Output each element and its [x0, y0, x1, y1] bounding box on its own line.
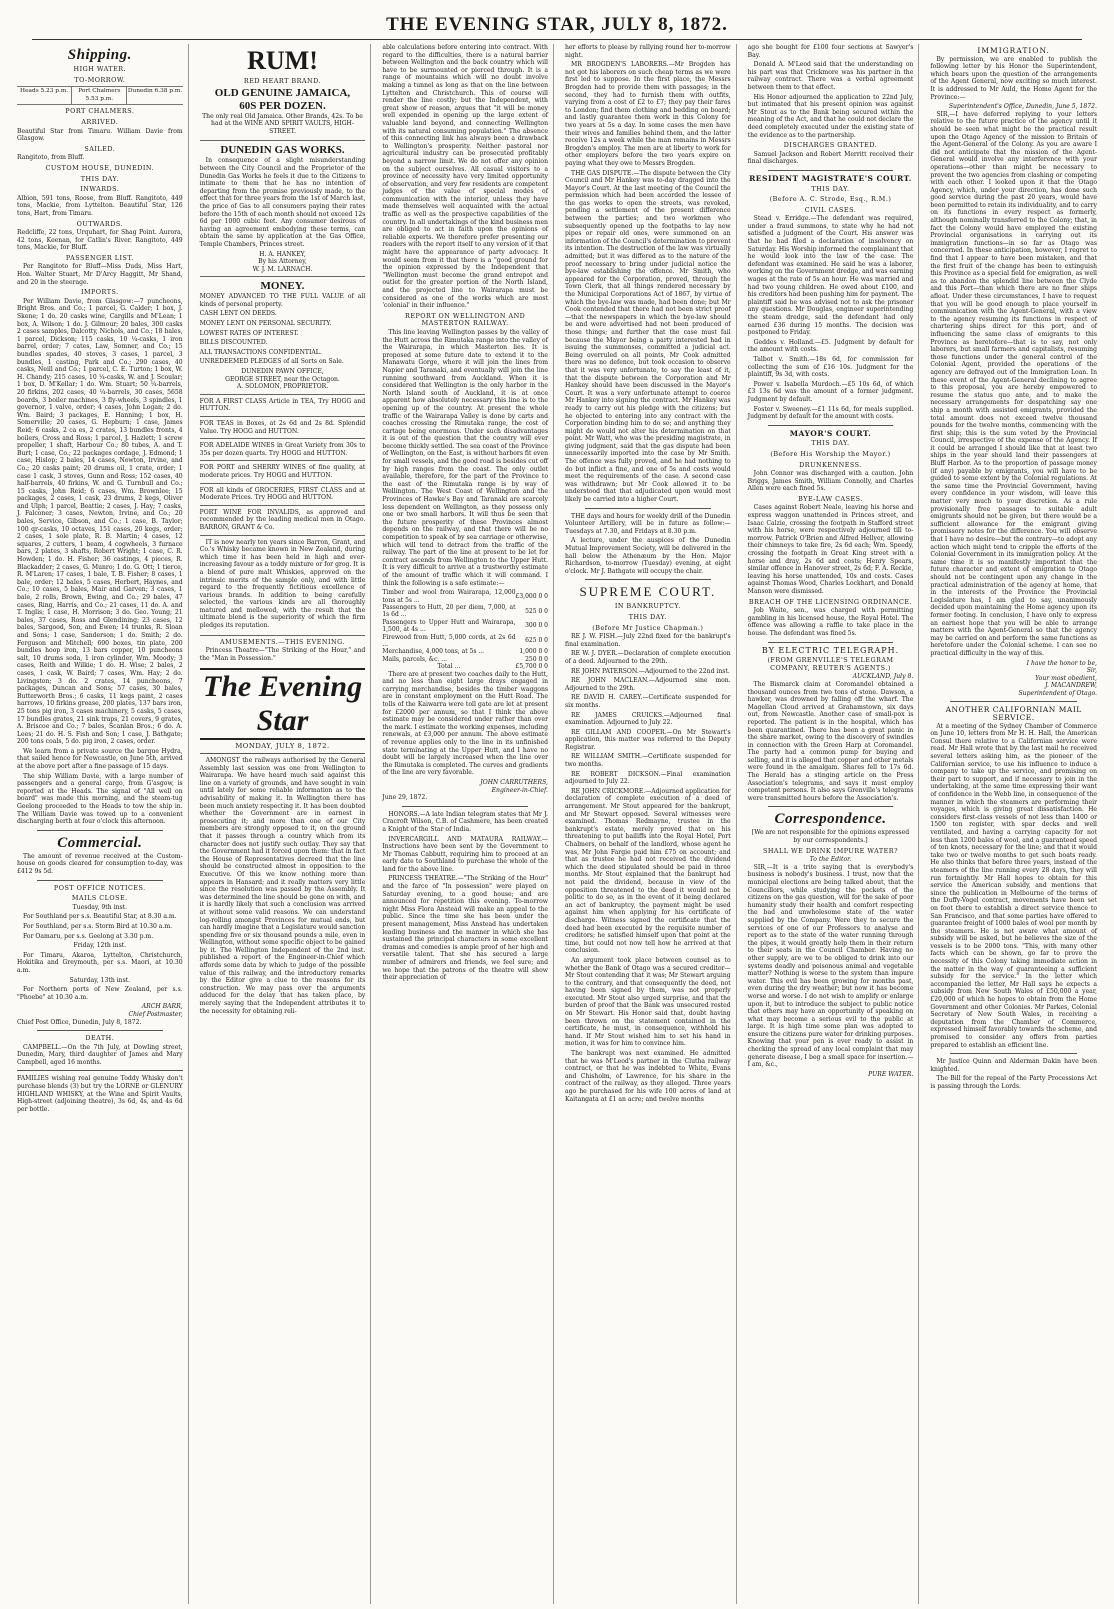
commercial-title: Commercial. [57, 834, 143, 851]
post-line: For Northern ports of New Zealand, per s.s. "Phoebe" at 10.30 a.m. [17, 986, 183, 1001]
breach-label: BREACH OF THE LICENSING ORDINANCE. [748, 597, 913, 606]
money-line: UNREDEEMED PLEDGES of all Sorts on Sale. [199, 358, 344, 366]
hogg-ad: FOR ADELAIDE WINES in Great Variety from 30s to 35s per dozen quarts. Try HOGG and HUTTON. [200, 439, 366, 461]
death-text: CAMPBELL.—On the 7th July, at Dowling street, Dunedin, Mary, third daughter of James and Mary Campbell, aged 16 months. [17, 1043, 183, 1066]
money-line: MONEY ADVANCED TO THE FULL VALUE of all kinds of personal property. [199, 293, 366, 308]
tide-port-chalmers: Port Chalmers 5.53 p.m. [72, 87, 127, 104]
outwards-label: OUTWARDS. [76, 219, 124, 228]
rum-price: 60S PER DOZEN. [239, 99, 326, 112]
shipping-title: Shipping. [67, 47, 132, 63]
barque-text: We learn from a private source the barque Hydra, that sailed hence for Newcastle, on June 5th, arrived at the above port after a fine passage of 15 days. [17, 747, 183, 771]
divider [17, 1070, 183, 1071]
mails-close-label: MAILS CLOSE. [71, 894, 128, 903]
amusements-text: Princess Theatre—"The Striking of the Hour," and the "Man in Possession." [199, 647, 366, 662]
gas-signer-attorney: By his Attorney, [258, 258, 307, 266]
table-cell: 250 0 0 [525, 655, 548, 663]
post-line: Friday, 12th inst. [73, 942, 127, 950]
outwards-text: Redcliffe, 22 tons, Urquhart, for Shag Point. Aurora, 42 tons, Keenan, for Catlin's River. Rangitoto, 449 tons, Mackie, for Bluff. [17, 229, 183, 252]
passenger-text: Per Rangitoto for Bluff—Miss Duds, Miss Hart, Hon. Walter Stuart, Mr D'Arcy Haggitt, Mr Shand, and 20 in the steerage. [17, 263, 183, 286]
tide-dunedin: Dunedin 6.38 p.m. [127, 88, 183, 95]
sailed-text: Rangitoto, from Bluff. [17, 154, 85, 162]
rum-brand: RED HEART BRAND. [243, 77, 322, 85]
post-line: For Oamaru, per s.s. Geelong at 3.30 p.m. [23, 932, 154, 940]
sailed-label: SAILED. [84, 144, 116, 153]
hogg-ad: FOR all kinds of GROCERIES, FIRST CLASS and at Moderate Prices. Try HOGG and HUTTON. [200, 484, 366, 506]
railway-report-text-2: There are at present two coaches daily to the Hutt, and no less than eight large drays engaged in carrying merchandise, besides the timber waggons are in constant employment on the Hutt Road. The tolls of the Kaiwarra were toll gate are let at present for £2000 per annum, so that I think the above estimate may be considered under rather than over the mark. I estimate the working expenses, including renewals, at £3,000 per annum. The above estimate of revenue applies only to the line in its unfinished state terminating at the Upper Hutt, and I have no doubt will be largely increased when the line over the Rimutaka is completed. The curves and gradients of the line are very favorable. [382, 670, 548, 777]
table-cell: £5,700 0 0 [515, 663, 548, 671]
post-line: For Southland per s.s. Beautiful Star, at 8.30 a.m. [23, 913, 177, 921]
post-line: Saturday, 13th inst. [69, 976, 131, 984]
supreme-court-title: SUPREME COURT. [579, 584, 717, 600]
money-line: BILLS DISCOUNTED. [199, 339, 268, 347]
barron-ad [200, 536, 366, 636]
post-office-footer: Chief Post Office, Dunedin, July 8, 1872. [17, 1018, 142, 1026]
engineer-name: JOHN CARRUTHERS, [480, 778, 548, 786]
table-row [382, 656, 548, 663]
tomorrow-label: TO-MORROW. [74, 75, 126, 84]
table-cell: Mails, parcels, &c. ... [382, 655, 448, 663]
breach-text: Job Waite, sen., was charged with permitting gambling in his licensed house, the Royal Hotel. The offence was allowing a raffle to take place in the house. The defendant was fined 5s. [747, 607, 914, 637]
editorial-text: AMONGST the railways authorised by the General Assembly last session was one from Wellington to Wairarapa. We have heard much said against this line on a variety of grounds, and have sought in vain until lately for some reliable information as to the advisability of making it. In Wellington there has been much anxiety respecting it. It has been doubted whether the Government are in earnest in prosecuting it; and more than one of our City members are strongly opposed to it, on the ground that it passes through a country which from its character does not justify such outlay. They say that the Government had it forced upon them: that in fact the House of Representatives decreed that the line should be constructed almost in opposition to the Executive. Of this we know nothing more than appears in Hansard; and it really matters very little since the resolution was passed by the Assembly. It was determined the line should be gone on with, and it is hardly likely that such a conclusion was arrived at without some valid reasons. We can understand log-rolling amongst Provinces for mutual ends, but can hardly imagine that a Legislature would sanction spending five or six thousand pounds a mile, even in Wellington, without some specific object to be gained by it. The Wellington Independent of the 2nd inst. published a report of the Engineer-in-Chief which affords some data by which to judge of the possible value of this railway, and the introductory remarks by the Editor give a clue to the reasons for its construction. We may pass over the arguments adduced for the delay that has taken place, by merely saying that the Independent attributes it to the necessity for obtaining reli- [199, 757, 366, 1015]
money-line: ALL TRANSACTIONS CONFIDENTIAL. [199, 348, 322, 356]
before-label: (Before Mr Justice Chapman.) [592, 623, 704, 632]
port-chalmers-label: PORT CHALMERS. [65, 107, 135, 116]
theatre-continued: her efforts to please by rallying round her to-morrow night. [565, 44, 731, 59]
civil-cases-label: CIVIL CASES. [804, 205, 857, 214]
money-ad [200, 277, 366, 395]
gas-title: DUNEDIN GAS WORKS. [220, 144, 345, 157]
letter-closing-obedient: Your most obedient, [1035, 674, 1097, 682]
telegraph-dateline: AUCKLAND, July 8. [852, 673, 914, 681]
divider [37, 1030, 163, 1031]
arrived-label: ARRIVED. [81, 117, 119, 126]
bankruptcy-case: RE JAMES CRUICKS.—Adjourned final examination. Adjourned to July 22. [565, 711, 731, 727]
civil-case: Foster v. Sweeney.—£1 11s 6d, for meals supplied. Judgment by default for the amount with costs. [747, 405, 914, 421]
engineer-title: Engineer-in-Chief. [491, 786, 548, 794]
postmaster-name: ARCH BARR, [141, 1003, 183, 1011]
table-total-row [382, 663, 548, 670]
money-line: MONEY LENT ON PERSONAL SECURITY. [199, 320, 332, 328]
gas-signer: H. A. HANKEY, [259, 250, 306, 258]
columns [12, 44, 1102, 1604]
bankruptcy-case: RE J. W. FISH.—July 22nd fixed for the bankrupt's final examination. [565, 633, 731, 648]
californian-mail-title: ANOTHER CALIFORNIAN MAIL SERVICE. [945, 705, 1082, 723]
bankruptcy-label: IN BANKRUPTCY. [614, 602, 681, 611]
resident-magistrate-title: RESIDENT MAGISTRATE'S COURT. [749, 173, 912, 183]
hogg-ad: FOR PORT and SHERRY WINES of fine quality, at moderate prices. Try HOGG and HUTTON. [200, 461, 366, 483]
letter-closing-title: Superintendent of Otago. [1018, 689, 1097, 697]
families-ad: FAMILIES wishing real genuine Toddy Whisky don't purchase blends (3) but try the LORNE or GLENURY HIGHLAND WHISKY, at the Wine and Spirit Vaults, High-street (adjoining theatre), 3s 6d, 4s, and 4s 6d per bottle. [17, 1075, 183, 1113]
this-day-label: THIS DAY. [628, 612, 667, 621]
table-cell: Total ... [437, 663, 461, 671]
custom-house-label: CUSTOM HOUSE, DUNEDIN. [45, 163, 155, 172]
honor-text: His Honor adjourned the application to 22nd July, but intimated that his present opinion was against Mr Stout as to the Bank being secured within the meaning of the Act, and that he could not declare the deed completely executed under the existing state of the evidence as to the partnership. [747, 93, 914, 139]
table-row [382, 604, 548, 619]
bylaw-text: Cases against Robert Neale, leaving his horse and express waggon unattended in Princes street, and Isaac Calzie, crossing the footpath in Stafford street with his horse, were respectively adjourned till to-morrow. Patrick O'Brien and Alfred Hellyer, allowing their chimneys to take fire, 2s 6d each; Wm. Speedy, crossing the footpath in Great King street with a horse and dray, 2s 6d and costs; Henry Spears, similar offence in Hanover street, 2s 6d; F. A. Reckie, leaving his horse unattended, 10s and costs. Cases against Thomas Wood, Charles Lockhart, and Donald Manson were dismissed. [747, 504, 914, 595]
bankruptcy-case: RE JOHN MACLEAN.—Adjourned sine mon. Adjourned to the 29th. [565, 677, 731, 692]
post-office-title: POST OFFICE NOTICES. [53, 883, 146, 892]
railway-report-text: This line leaving Wellington passes by the valley of the Hutt across the Rimutaka range into the valley of the Wairarapa, in which Masterton lies. It is proposed at some future date to extend it to the Manawatu Gorge, where it will join the lines from Napier and Taranaki, and eventually will join the line running southward from Auckland. When it is considered that Wellington is the only harbor in the North Island south of Auckland, it is at once apparent how absolutely necessary this line is to the opening up of the country. At present the whole traffic of the Wairarapa Valley is done by carts and coaches crossing the Rimutaka range, the cost of cartage being enormous. Under such disadvantages it is out of the question that the country will ever become thickly settled. The sea coast of the Province of Wellington, on the East, is without harbors fit even for small vessels, and the good road is besides cut off by high ranges from the coast. The only outlet available, therefore, for the part of the Province to the east of the Rimutaka range is by way of Wellington. The West Coast of Wellington and the Provinces of Hawke's Bay and Taranaki are scarcely less dependent on Wellington, as they possess only one or two small harbors. It will thus be seen that the future prosperity of these Provinces almost depends on the railway, and that there will be no competition to speak of by sea carriage or otherwise, which will tend to detract from the traffic of the railway. The part of the line at present to be let for contract ascends from Wellington to the Upper Hutt. It is very difficult to arrive at a trustworthy estimate of the amount of traffic which it will command. I think the following is a safe estimate:— [382, 328, 548, 587]
letter-signature: PURE WATER. [868, 1070, 914, 1078]
port-wine-ad: PORT WINE FOR INVALIDS, as approved and recommended by the leading medical men in Otago. BARRON, GRANT & Co. [200, 506, 366, 536]
case-continued: ago she bought for £100 four sections at Sawyer's Bay. [747, 44, 914, 59]
traffic-estimate-table [382, 589, 548, 670]
bankruptcy-case: RE DAVID H. CAREY.—Certificate suspended for six months. [565, 694, 731, 709]
bankruptcy-case: RE W. J. DYER.—Declaration of complete execution of a deed. Adjourned to the 29th. [565, 650, 731, 665]
letter-to: To the Editor. [809, 856, 852, 864]
divider [402, 806, 528, 807]
table-cell: Merchandise, 4,000 tons, at 5s ... [382, 648, 485, 656]
immigration-letter: SIR,—I have deferred replying to your letters relative to the future practice of the agency until it should be seen what might be the practical result upon the Otago Agency of the mission to Britain of the Agent-General of the Colony. As you are aware I did not anticipate that the mission of the Agent-General would involve any interference with your operations—other than might be necessary to prevent the two agencies from clashing or competing with each other. I looked upon it that the Otago Agency, which, under your direction, has done such good service during the past 20 years, would have been permitted to retain its individuality, and to carry on its functions in every respect as formerly, although nominally transferred to the Colony; that, in fact the Colony would have employed the existing Provincial organisations in carrying out its immigration functions—in so far as Otago was concerned. In these anticipation, however, I regret to find that I appear to have been mistaken, and that the first fruit of the change has been to extinguish this Province as a special field for emigration, as well as to abandon the splendid line between the Clyde and this Port—than which there are no finer ships afloat. Under these circumstances, I have to request that you will be good enough to place yourself in communication with the Agent-General, with a view to the agency resuming its functions in respect of chartering ships direct for this port, and of influencing the same class of emigrants to this Province as heretofore—that is to say, not only laborers, but small farmers and capitalists, resuming those functions under the general control of the Colonial Agent, provided the operations of the agency are defrayed out of the Immigration Loan. In these event of the Agent-General declining to agree to this proposal, you are hereby empowered to resume the status quo ante, and to make the necessary arrangements for despatching say one ship a month with assisted emigrants, provided the total amount does not exceed twelve thousand pounds for the twelve months, commencing with the first ship; this is the sum voted by the Provincial Council, irrespective of the expense of the Agency. If it could be arranged I should like that at least two ships in the year should land their passengers at Bluff Harbor. As to the proportion of passage money (if any) payable by emigrants, you will have to be guided to some extent by the Colonial regulations. At the same time the Provincial Government, having every confidence in your wisdom, will leave this matter very much to your discretion. As a rule provisionally free passages to suitable adult emigrants should not be given, but there would be a sufficient allowance for the emigrant giving promissory notes for the difference. You will observe that I have no desire—but the contrary—to adopt any action which might tend to cripple the efforts of the Colonial Government in its immigration policy. At the same time it is so manifestly important that the future character and extent of emigration to Otago should not be contingent upon any change in the practical administration of the agency at home, that in the interests of the Province the Provincial Legislature has, I am glad to say, unanimously decided upon maintaining the Home agency upon its former footing. In conclusion, I have only to express an earnest hope that you will be able to arrange matters with the Agent-General so that the agency may be carried on and perform the same functions as heretofore under the Colonial scheme. I can see no practical difficulty in the way of this. [930, 110, 1097, 657]
divider [37, 880, 163, 881]
masthead: THE EVENING STAR, JULY 8, 1872. [32, 14, 1082, 40]
mayors-day-label: THIS DAY. [811, 439, 850, 448]
arrived-text: Beautiful Star from Timaru. William Davie from Glasgow. [17, 127, 183, 143]
table-row [382, 589, 548, 604]
discharges-text: Samuel Jackson and Robert Merritt received their final discharges. [747, 150, 914, 166]
table-row [382, 648, 548, 655]
immigration-title: IMMIGRATION. [977, 46, 1050, 55]
honors-text: HONORS.—A late Indian telegram states that Mr J. Cracroft Wilson, C.B. of Cashmere, has been created a Knight of the Star of India. [382, 810, 548, 833]
divider [768, 806, 894, 807]
rum-line: OLD GENUINE JAMAICA, [214, 86, 351, 99]
princess-theatre-text: PRINCESS THEATRE.—"The Striking of the Hour" and the farce of "In possession" were played on Saturday evening, to a good house; and are announced for repetition this evening. To-morrow night Miss Flora Anstead will make an appeal to the public. Since the time she has been under the present management, Miss Anstead has undertaken leading business and the manner in which she has sustained the principal characters in some excellent dramas and comedies is ample proof of her high and versatile talent. That she has secured a large number of admirers and friends, we feel sure; and we hope that the patrons of the theatre will show their appreciation of [382, 875, 548, 982]
report-date: June 29, 1872. [382, 794, 428, 802]
inwards-label: INWARDS. [80, 185, 120, 194]
bankruptcy-case: An argument took place between counsel as to whether the Bank of Otago was a secured creditor—Mr Stout contending that it was; Mr Stewart arguing to the contrary, and that consequently the deed, not having been signed by them, was not properly executed. Mr Stout also urged surprise, and that the burden of proof that the Bank was unsecured rested on Mr Stewart. His Honor said that, doubt having been thrown on the statement contained in the certificate, he must, in consequence, withhold his hand. If Mr Stout wished him to set his hand in motion, it was for him to convince him. [565, 956, 731, 1048]
bankruptcy-case: RE JOHN CRICKMORE.—Adjourned application for declaration of complete execution of a deed of arrangement. Mr Stout appeared for the bankrupt, and Mr Stewart opposed. Several witnesses were examined. Thomas Redmayne, trustee in the bankrupt's estate, merely proved that on his threatening to put bailiffs into the Royal Hotel, Port Chalmers, on behalf of the landlord, whose agent he was, Mr John Fargie paid him £75 on account; and that as trustee he had not received the dividend which the deed stipulated should be paid in three months. Mr Stout explained that the bankrupt had not paid the dividend, because in view of the opposition threatened to the deed it would not be politic to do so, as in the event of it being declared an act of bankruptcy, the payment might be used against him when applying for his certificate of discharge. Witness signed the certificate that the deed had been executed by the requisite number of creditors; he satisfied himself upon that point at the time, but could not now tell how he arrived at that conclusion. [565, 787, 731, 955]
superintendent-office: Superintendent's Office, Dunedin, June 5, 1872. [948, 103, 1097, 111]
this-day-label: THIS DAY. [811, 184, 850, 193]
letter-closing: I have the honor to be, [1026, 659, 1097, 667]
letter-title: SHALL WE DRINK IMPURE WATER? [762, 846, 899, 855]
table-cell: 625 0 0 [525, 637, 548, 645]
postmaster-title: Chief Postmaster, [128, 1010, 183, 1018]
drill-text: THE days and hours for weekly drill of the Dunedin Volunteer Artillery, will be in future as follow:—Tuesdays at 7.30, and Fridays at 8.30 p.m. [565, 512, 731, 535]
rum-text: The only real Old Jamaica. Other Brands, 42s. To be had at the WINE AND SPIRIT VAULTS, HIGH-STREET. [202, 112, 363, 135]
civil-case: Power v. Isabella Murdoch.—£5 10s 6d, of which £3 13s 6d was the amount of a former judgment. Judgment by default. [747, 380, 914, 403]
gas-signer-name: W. J. M. LARNACH. [252, 265, 313, 273]
evening-star-logo: The Evening Star [200, 668, 366, 740]
bankruptcy-case: RE ROBERT DICKSON.—Final examination adjourned to July 22. [565, 770, 731, 786]
bankruptcy-case: The bankrupt was next examined. He admitted that he was M'Leod's partner in the Clutha railway contract, or that he was indebted to White, Evans and Chisholm, of Lawrence, for his share in the contract of the railway, as they alleged. Three years ago he purchased for his wife 100 acres of land at Kaitangata at £1 an acre; and twelve months [565, 1050, 731, 1103]
death-title: DEATH. [85, 1034, 115, 1043]
post-line: Tuesday, 9th inst. [72, 903, 127, 911]
mayors-before-label: (Before His Worship the Mayor.) [770, 449, 891, 458]
column-6 [925, 44, 1102, 1604]
correspondence-note: [We are not responsible for the opinions expressed by our correspondents.] [751, 829, 910, 845]
ship-text: The ship William Davie, with a large number of passengers and a general cargo, from G'asgow, is reported at the Heads. The signal of "All well on board" was made this morning, and the steam-tug Geelong proceeded to the Heads to tow the ship in. The William Davie was towed up to a convenient discharging berth at four o'clock this afternoon. [17, 772, 183, 826]
divider [585, 508, 711, 509]
passenger-label: PASSENGER LIST. [65, 253, 134, 262]
brogden-text: MR BROGDEN'S LABORERS.—Mr Brogden has not got his laborers on such cheap terms as we were first led to suppose. In the first place, the Messrs Brogden had to provide them with passages; in the second, they had to furnish them with outfits, varying from a cost of £2 to £7; they pay their fares to London; find them clothing and bedding on board; and lastly guarantee them work in this Colony for two years at 5s a day. In some cases the men have their wives and families behind them, and the latter receive 12s a week while the man remains in Messrs Brogden's employ. The men are at liberty to work for other employers before the two years expire on paying what they owe to Messrs Brogden. [565, 61, 731, 167]
table-row [382, 619, 548, 634]
inwards-text: Albion, 591 tons, Roose, from Bluff. Rangitoto, 449 tons, Mackie, from Lyttelton. Beautiful Star, 126 tons, Hart, from Timaru. [17, 194, 183, 217]
gas-dispute-text: THE GAS DISPUTE.—The dispute between the City Council and Mr Hankey was to-day dragged into the Mayor's Court. At the last meeting of the Council the permission which had been accorded the lessee of the gas works to open the streets, was revoked, pending a settlement of the present difference between the parties; and two workmen who subsequently opened up the footpaths to lay new pipes or repair old ones, were summoned on an information of the Council's determination to prevent its intention. The destruction of the law was virtually admitted; but it was differed as to the nature of the proof necessary to bring under judicial notice the bye-law establishing the offence. Mr Smith, who appeared for the Corporation, proved, through the Town Clerk, that all things rendered necessary by the Municipal Corporations Act of 1867, by virtue of which the bye-law was made, had been done; but Mr Cook contended that there had not been strict proof—that the newspapers in which the bye-law should be and were advertised had not been produced of those things; and further that the case must fail because the Mayor being a party interested had in issuing the summonses, committed a judicial act. Being overruled on all points, Mr Cook admitted there was no defence, but took occasion to observe that it was very unfortunate, to say the least of it, that the dispute between the Corporation and Mr Hankey should have been discussed in the Mayor's Court. It was a very unfortunate attempt to coerce Mr Hankey into signing the contract. Mr Hankey was ready to carry out his pledge with the citizens; but he objected to entering into any contract with the Corporation binding him to do so; and anything they might do would not alter his determination on that point. Mr Watt, who was the presiding magistrate, in giving judgment, said that the gas dispute had been unnecessarily imported into the case by Mr Smith. The offence was fully proved, and he had nothing to do but inflict a fine, and one of 5s and costs would meet the requirements of the case. A second case was withdrawn; but Mr Cook allowed it to be understood that that adjudicated upon would most likely be carried into a higher Court. [565, 169, 731, 504]
letter-text: SIR,—It is a trite saying that is everybody's business is nobody's business. I trust, now that the municipal elections are being talked about, that the Councillors, while studying the pockets of the citizens on the gas question, will for the sake of poor humanity study their health and comfort respecting the bad and unwholesome state of the water supplied by the Company. Were they to secure the services of one of our Professors to analyse and report as to the state of the water running through the pipes, it would greatly help them in their return to their seats in the Council Chamber. Having no other supply, are we to be obliged to drink into our systems deadly and poisonous animal and vegetable matter? Nothing is worse to the system than impure water. This evil has been growing for months past, even during the dry weather; but now it has become worse and worse. I do not wish to amplify or enlarge upon it, but to introduce the subject to public notice that others may have an opportunity of speaking on what may become a serious evil to the public at large. It is high time some plan was adopted to ensure the citizens pure water for drinking purposes. Knowing that your pen is ever ready to assist in checking the spread of any local complaint that may generate disease, I beg a small space for insertion.—I am, &c., [747, 863, 914, 1069]
money-line: LOWEST RATES OF INTEREST. [199, 329, 299, 337]
hogg-ad: FOR A FIRST CLASS Article in TEA, Try HOGG and HUTTON. [200, 395, 366, 417]
mayors-court-title: MAYOR'S COURT. [789, 428, 872, 438]
tide-table [17, 86, 183, 105]
post-line: For Timaru, Akaroa, Lyttelton, Christchurch, Hokitika and Greymouth, per s.s. Maori, at 10.30 a.m. [17, 951, 183, 974]
barron-text: IT is now nearly ten years since Barron, Grant, and Co.'s Whisky became known in New Zealand, during which time it has been held in high and ever-increasing favour as a toddy mixture or for grog. It is a blend of pure malt Whiskies, approved on the intrinsic merits of the sample only, and with little regard to the frequently fictitious excellence of various brands. In addition to being carefully selected, the various kinds are all thoroughly matured and mellowed, with the result that the ultimate blend is the superiority of which the firm pledges its reputation. [199, 538, 366, 630]
pawn-office-proprietor: A. SOLOMON, PROPRIETOR. [236, 383, 329, 391]
tide-heads: Heads 5.23 p.m. [17, 87, 72, 104]
divider [950, 701, 1077, 702]
lecture-text: A lecture, under the auspices of the Dunedin Mutual Improvement Society, will be delivered in the hall below the Athenæum by the Hon. Major Richardson, to-morrow (Tuesday) evening, at eight o'clock. Mr J. Bathgate will occupy the chair. [565, 537, 731, 575]
civil-text: Stead v. Erridge.—The defendant was required, under a fraud summons, to state why he had not satisfied a judgment of the Court. His answer was that he had filed a declaration of insolvency on Saturday. His Worship informed the complainant that he would look into the law of the case. The defendant was examined. He said he was a laborer, working on the Government dredge, and was earning wages at the rate of 5s an hour. He was married and had two young children. He owed about £100, and his creditors had been pushing him for payment. The plaintiff said he was advised not to ask the prisoner any questions. Mr Douglas, engineer superintending the steam dredge, said the defendant had only earned £36 during 15 months. The decision was postponed to Friday. [747, 215, 914, 337]
invercargill-text: INVERCARGILL AND MATAURA RAILWAY.—Instructions have been sent by the Government to Mr Thomas Cabbutt, requiring him to proceed at an early date to Southland to purchase the whole of the land for the above line. [382, 835, 548, 873]
column-5 [743, 44, 920, 1604]
railway-report-title: REPORT ON WELLINGTON AND MASTERTON RAILWAY. [405, 311, 526, 328]
rum-ad [200, 44, 366, 141]
discharges-label: DISCHARGES GRANTED. [783, 141, 878, 150]
bankruptcy-case: RE JOHN PATERSON.—Adjourned to the 22nd inst. [571, 667, 730, 675]
hogg-ad: FOR TEAS in Boxes, at 2s 6d and 2s 8d. Splendid Value. Try HOGG and HUTTON. [200, 417, 366, 439]
party-processions-text: The Bill for the repeal of the Party Processions Act is passing through the Lords. [930, 1075, 1097, 1090]
drunkenness-label: DRUNKENNESS. [799, 460, 862, 469]
bankruptcy-case: RE WILLIAM SMITH.—Certificate suspended for two months. [565, 753, 731, 769]
divider [585, 579, 711, 580]
column-2 [195, 44, 372, 1604]
letter-closing-sir: Sir, [1086, 667, 1097, 675]
immigration-intro: By permission, we are enabled to publish the following letter by his Honor the Superintendent, which bears upon the question of the arrangements of the Agent General, now exciting so much interest. It is addressed to Mr Auld, the Home Agent for the Province:— [930, 55, 1097, 101]
amusements-title: AMUSEMENTS.—THIS EVENING. [219, 637, 346, 646]
table-cell: 525 0 0 [525, 607, 548, 615]
pawn-office-address: GEORGE STREET, near the Octagon. [225, 375, 340, 383]
bylaw-label: BYE-LAW CASES. [798, 494, 863, 503]
this-day-label: THIS DAY. [80, 174, 119, 183]
table-cell: 1,000 0 0 [519, 648, 548, 656]
money-line: CASH LENT ON DEEDS. [199, 310, 277, 318]
divider [768, 425, 894, 426]
table-cell: Passengers to Hutt, 20 per diem, 7,000, at 1s 6d ... [382, 603, 516, 619]
table-cell: Timber and wool from Wairarapa, 12,000 tons at 5s ... [382, 589, 516, 604]
table-row [382, 634, 548, 649]
column-3 [377, 44, 554, 1604]
issue-date: MONDAY, JULY 8, 1872. [200, 743, 366, 754]
column-1 [12, 44, 189, 1604]
editorial-continued: able calculations before entering into contract. With regard to the difficulties, there is a natural barrier between Wellington and the back country which will have to be surmounted or pierced through. It is a range of mountains which will no doubt involve making a tunnel as long as that on the line between Lyttelton and Christchurch. This of course will render the line costly; but the Independent, with great show of reason, argues that "it will be money well expended in opening up the large extent of valuable land beyond, and connecting Wellington with its natural consuming population." The absence of this connecting link has always been a drawback to Wellington's prosperity. Neither pastoral nor agricultural industry can be prosecuted profitably beyond a narrow limit. We do not offer any opinion on the subject ourselves. All casual visitors to a province of necessity have very limited opportunity of observation, and very few residents are competent judges of the value of special modes of communication with the interior, unless they have made themselves well acquainted with the actual traffic as well as the prospective capabilities of the country. In all undertakings of the kind business men are obliged to act in faith upon the opinions of reliable experts. We therefore prefer presenting our readers with the report itself to any version of it that might have the appearance of party advocacy. It would seem from it that there is a "good ground for the opinion expressed by the Independent that "Wellington must become the grand entrepot and outlet for the greater portion of the North Island, and the projected line to Wairarapa must be considered as one of the works which are most 'colonial' in their influence." [382, 44, 548, 310]
rm-before-label: (Before A. C. Strode, Esq., R.M.) [769, 195, 892, 204]
gas-works-ad [200, 141, 366, 277]
quinn-text: Mr Justice Quinn and Alderman Dakin have been knighted. [930, 1058, 1097, 1073]
money-title: MONEY. [260, 280, 305, 293]
civil-case: Geddes v. Holland.—£5. Judgment by default for the amount with costs. [747, 338, 914, 354]
imports-text: Per William Davie, from Glasgow:—7 puncheons, Bright Bros. and Co.; 1 parcel, G. Calder; 1 box, J. Skene; 1 do. 20 casks wine, Cargills and M'Lean; 1 box, A. Wilson; 1 do. J. Gilmour; 20 bales, 300 casks 2 cases samples, Dalcotty, Nichols, and Co.; 18 bales, 1 parcel, Dickson; 115 casks, 10 ¼-casks, 1 iron barrel, order; 7 cates, Law, Somner, and Co.; 15 bundles spades, 40 stoves, 3 cases, 1 parcel, 3 bundles, 1 casting, Park and Co.; 290 cases, 40 casks, Neill and Co.; 1 parcel, C. E. Turton; 1 box, W. H. Chandy; 215 cases, 10 ¼-casks, W. and J. Scoular; 1 box, D. M'Kellar; 1 do. Wm. Stuart; 50 ¼-barrels, 20 firkins, 202 cases, 40 ¼-barrels, 30 cases, 5658 boards, 3 boiler machines, 3 fly-wheels, 3 spindles, 1 governor, 1 valve, order; 4 cases, John Logan; 2 do. Wm. Baird; 3 packages, E. Hanning; 1 box, H. Somerville; 20 cases, G. Hepburn; 1 case, James Reid; 6 casks, 2 ca es, 2 crates, 13 bundles fronts, 4 boilers, Cross and Ross; 1 parcel, J. Hazlett; 1 screw propeller, 1 shaft, Harbour Co.; 80 tubes, A. and T. Burt; 1 case, Co.; 22 packages cordage, J. Edmond; 1 case, Hislop; 2 bales, 14 cases, Newton, Irvine, and Co.; 20 casks paint; 20 drums oil, 1 crate, order; 1 case 1 cask, 3 stoves, Gunn and Ross; 152 cases, 40 half-barrels, 40 firkins, W. and G. Turnbull and Co.; 15 casks, John Reid; 6 cases, Wm. Brownlee; 15 packages, 2 cases, 1 cask, 23 drums, 2 kegs, Oliver and Ulph; 1 parcel, Beattie; 2 cases, J. Hay; 7 casks, J. Falconer; 3 cases, Newton, Irvine, and Co.; 20 bales, Service, Gibson, and Co.; 1 case, B. Taylor; 100 qr-casks, 10 octaves, 151 cases, 20 kegs, order; 2 cases, 1 sole plate, R. B. Martin; 4 cases, 12 squares, 2 cutters, 1 beam, 4 cogwheels, 3 furnace bars, 2 plates, 3 shafts, Robert Wright; 1 case, C. R. Howden; 1 do. H. Fisher; 36 castings, 4 pieces, R. Blackadder; 2 cases, G. Munro; 1 do. G. Ott; 1 tierce, R. M'Laren; 17 cases, 1 bale, T. B. Fisher; 8 cases, 1 bale, order; 12 bales, 5 cases, Herbert, Haynes, and Co.; 10 cases, 5 bales, Mair and Garven; 3 cases, 1 bale, 2 rolls, Brown, Ewing, and Co.; 29 bales, 47 cases, Ring, Harris, and Co.; 21 cases, 11 do. A. and T. Inglis; 1 case, H. Morrison; 3 do. Geo. Young; 21 bales, 37 cases, Ross and Glendining; 23 cases, 12 bales, Sargood, Son, and Ewen; 14 trunks, R. Sloan and Sons; 1 case, Sanderson; 1 do. Smith; 2 do. Ferguson and Mitchell; 690 boxes, tin plate, 200 bundles hoop iron, 13 bars copper, 10 puncheons salt, 10 drums soda, 1 iron cylinder, Wm. Moody; 3 cases, Reith and Wilkie; 1 do. H. Wise; 2 bales, 2 cases, 1 cask, W. Baird; 7 cases, Wm. Hay; 2 do. Livingston; 3 do. 2 crates, 14 puncheons, 7 packages, Duncan and Sons; 57 cases, 30 bales, Butterworth Bros.; 6 casks, 11 kegs paint, 2 cases harrows, 10 firkins grease, 200 plates, 137 bars iron, 25 tons pig iron, 3 cases machinery, 5 casks, 5 cases, 17 bundles grates, 21 sink traps, 21 covers, 9 grates, A. Briscoe and Co.; 7 bales, Scanlan Bros.; 6 do. A. Lees; 21 do. H. S. Fish and Son; 1 case, J. Bathgate; 200 tons coals, 5 do. pig iron, 2 cases, order. [17, 297, 183, 746]
commercial-text: The amount of revenue received at the Custom-house on goods cleared for consumption to-day, was £412 9s 5d. [17, 852, 183, 875]
table-cell: £3,000 0 0 [515, 592, 548, 600]
divider [950, 1053, 1077, 1054]
high-water-label: HIGH WATER. [73, 65, 127, 73]
post-line: For Southland, per s.s. Storm Bird at 10.30 a.m. [23, 922, 173, 930]
telegraph-text: The Bismarck claim at Coromandel obtained a thousand ounces from two tons of stone. Dawson, a hawker, was drowned by falling off the wharf. The Magellan Cloud arrived at Grahamstown, six days out, from Newcastle. Another case of small-pox is reported. The patient is in the hospital, which has been quarantined. There has been a great panic in the share market, owing to the discovery of swindles in connection with the Green Harp at Coromandel. The party had a common pump for buying and selling, and it is alleged that copper and other metals were found in the amalgam. Shares fell to 17s 6d. The Herald has a stinging article on the Press Association's telegrams, and says it must employ competent persons. It also says Grenville's telegrams were transmitted hours before the Association's. [747, 680, 914, 802]
californian-mail-text: At a meeting of the Sydney Chamber of Commerce on June 10, letters from Mr H. H. Hall, the American Consul there relative to a Californian service were read. Mr Hall wrote that by the last mail he received several letters asking him, as the pioneer of the Californian service, to use his influence to induce a company to take up the service, and promising on their part to support, and if necessary to join in the undertaking, at the same time expressing their want of confidence in the Webb line, in consequence of the manner in which the steamers are performing their voyages, which is giving great dissatisfaction. He considers first-class vessels of not less than 1400 or 1500 ton register, with spar decks and well ventilated, and having a carrying capacity for not less than 1200 bales of wool, and a guaranteed speed of ten knots, necessary for the line; and that it would take two or twelve months to get such boats ready. He also thinks that before three years, instead of the steamers of the line running every 28 days, they will run fortnightly. Mr Hall hopes to obtain for this service the American subsidy, and mentions that since the publication in Melbourne of the terms of the Duffy-Vogel contract, movements have been set on foot there to establish a direct service thence to San Francisco, and that some parties have offered to guarantee freight of 1000 bales of wool per month by the steamers. He is not aware what amount of subsidy will be asked, but he believes the size of the vessels is to be 2000 tons. "This, with many other facts which can be shown, go far to prove the necessity of this Colony taking immediate action in the matter in the way of guaranteeing a sufficient subsidy for the service." In the letter which accompanied the letter, Mr Hall says he expects a subsidy from New South Wales of £50,000 a year, £20,000 of which he hopes to obtain from the Home Government and other Colonies. Mr Parkes, Colonial Secretary of New South Wales, in receiving a deputation from the Chamber of Commerce, expressed himself favorably towards the scheme, and promised to consider any offers from parties prepared to establish an efficient line. [930, 722, 1097, 1049]
rum-title: RUM! [247, 46, 318, 75]
civil-case: Talbot v. Smith.—18s 6d, for commission for collecting the sum of £16 10s. Judgment for the plaintiff, 9s 3d, with costs. [747, 355, 914, 379]
telegraph-source: (FROM GRENVILLE'S TELEGRAM COMPANY, REUTER'S AGENTS.) [767, 656, 894, 672]
imports-label: IMPORTS. [80, 288, 119, 297]
divider [37, 830, 163, 831]
table-cell: Firewood from Hutt, 5,000 cords, at 2s 6d ... [382, 633, 516, 648]
bankruptcy-case: RE GILLAM AND COOPER.—On Mr Stewart's application, this matter was referred to the Deputy Registrar. [565, 728, 731, 751]
drunkenness-text: John Connor was discharged with a caution. John Briggs, James Smith, William Connolly, and Charles Allen were each fined 5s. [747, 470, 914, 493]
correspondence-title: Correspondence. [774, 811, 887, 828]
gas-text: In consequence of a slight misunderstanding between the City Council and the Proprietor of the Dunedin Gas Works he feels it due to the Citizens to intimate to them that he has no intention of departing from the promise previously made, to the effect that for three years from the 1st of March last, the price of Gas to all consumers paying their rates before the 15th of each month should not exceed 12s 6d per 1000 cubic feet. Any consumer desirous of having an agreement embodying these terms, can obtain the same by application at the Gas Office, Temple Chambers, Princes street. [199, 157, 366, 248]
telegraph-title: BY ELECTRIC TELEGRAPH. [761, 645, 900, 655]
pawn-office-title: DUNEDIN PAWN OFFICE, [241, 368, 324, 376]
table-cell: Passengers to Upper Hutt and Wairarapa, 1,500, at 4s ... [382, 618, 516, 634]
mleod-text: Donald A. M'Leod said that the understanding on his part was that Crickmore was his partner in the railway contract. There was a verbal agreement between them to that effect. [747, 61, 914, 91]
table-cell: 300 0 0 [525, 622, 548, 630]
letter-closing-name: J. MACANDREW, [1045, 682, 1097, 690]
column-4 [560, 44, 737, 1604]
divider [768, 642, 894, 643]
divider [768, 170, 894, 171]
